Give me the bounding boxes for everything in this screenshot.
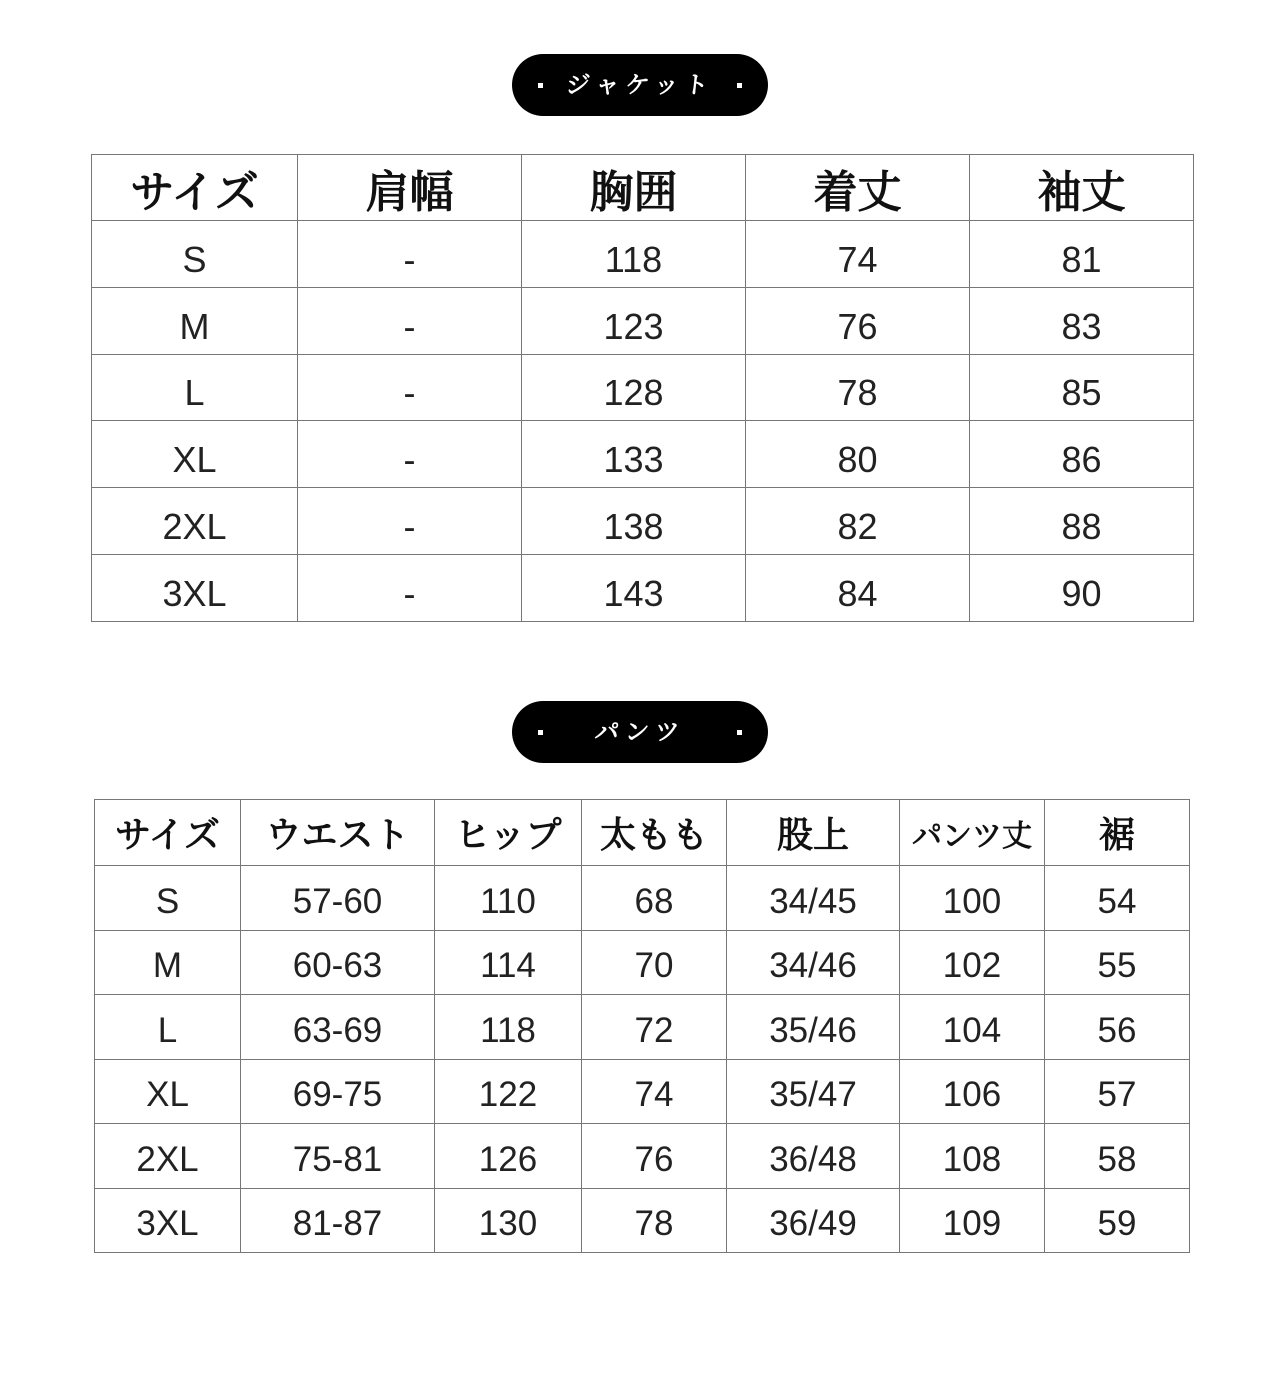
cell-value: 3XL — [162, 572, 227, 614]
table-cell — [970, 488, 1194, 555]
cell-value: 76 — [837, 305, 878, 347]
cell-value: 133 — [603, 439, 664, 481]
cell-value: 36/48 — [769, 1139, 857, 1179]
table-cell — [435, 995, 582, 1060]
cell-value: S — [155, 881, 180, 921]
cell-value: 56 — [1097, 1010, 1137, 1050]
cell-value: 100 — [942, 881, 1002, 921]
table-cell — [970, 221, 1194, 288]
column-header-sleeve: 袖丈 — [970, 155, 1194, 221]
table-cell — [298, 554, 522, 621]
table-cell — [92, 221, 298, 288]
cell-value: 81-87 — [292, 1204, 383, 1244]
cell-value: 68 — [634, 881, 674, 921]
table-header-row — [95, 800, 1190, 866]
table-cell — [95, 1059, 241, 1124]
table-cell — [582, 1059, 727, 1124]
table-cell — [1045, 995, 1190, 1060]
cell-value: - — [403, 439, 416, 481]
column-header-rise: 股上 — [727, 800, 900, 866]
cell-value: 80 — [837, 439, 878, 481]
table-row — [95, 930, 1190, 995]
table-cell — [522, 421, 746, 488]
table-cell — [435, 866, 582, 931]
table-cell — [241, 1188, 435, 1253]
table-cell — [241, 866, 435, 931]
cell-value: 72 — [634, 1010, 674, 1050]
cell-value: 81 — [1061, 238, 1102, 280]
table-cell — [970, 421, 1194, 488]
column-header-size: サイズ — [95, 800, 241, 866]
cell-value: 78 — [634, 1204, 674, 1244]
cell-value: 143 — [603, 572, 664, 614]
cell-value: 130 — [478, 1204, 538, 1244]
table-cell — [435, 1124, 582, 1189]
cell-value: 83 — [1061, 305, 1102, 347]
table-cell — [900, 866, 1045, 931]
table-cell — [746, 221, 970, 288]
column-header-thigh: 太もも — [582, 800, 727, 866]
table-cell — [900, 1124, 1045, 1189]
table-row — [92, 287, 1194, 354]
table-cell — [241, 1059, 435, 1124]
cell-value: L — [157, 1010, 178, 1050]
cell-value: - — [403, 372, 416, 414]
cell-value: 78 — [837, 372, 878, 414]
cell-value: 82 — [837, 506, 878, 548]
column-header-length: 着丈 — [746, 155, 970, 221]
table-row — [92, 354, 1194, 421]
table-cell — [1045, 1124, 1190, 1189]
cell-value: 138 — [603, 506, 664, 548]
table-cell — [92, 488, 298, 555]
cell-value: XL — [172, 439, 217, 481]
table-cell — [241, 1124, 435, 1189]
table-row — [92, 421, 1194, 488]
table-cell — [95, 930, 241, 995]
table-cell — [1045, 866, 1190, 931]
table-cell — [900, 995, 1045, 1060]
cell-value: 34/45 — [769, 881, 857, 921]
cell-value: 3XL — [136, 1204, 199, 1244]
table-cell — [241, 930, 435, 995]
cell-value: 128 — [603, 372, 664, 414]
table-row — [95, 995, 1190, 1060]
cell-value: 74 — [837, 238, 878, 280]
cell-value: 74 — [634, 1075, 674, 1115]
table-cell — [95, 995, 241, 1060]
table-cell — [900, 1059, 1045, 1124]
cell-value: 114 — [480, 946, 536, 986]
cell-value: 84 — [837, 572, 878, 614]
table-cell — [298, 354, 522, 421]
table-cell — [298, 421, 522, 488]
cell-value: 35/46 — [769, 1010, 857, 1050]
cell-value: 63-69 — [292, 1010, 383, 1050]
table-cell — [298, 221, 522, 288]
table-row — [92, 488, 1194, 555]
jacket-title-label: ジャケット — [564, 71, 716, 99]
cell-value: - — [403, 238, 416, 280]
table-cell — [92, 354, 298, 421]
cell-value: 88 — [1061, 506, 1102, 548]
cell-value: 90 — [1061, 572, 1102, 614]
cell-value: 108 — [942, 1139, 1002, 1179]
cell-value: S — [182, 238, 207, 280]
table-cell — [522, 221, 746, 288]
cell-value: 2XL — [136, 1139, 199, 1179]
bullet-dot-icon — [538, 730, 543, 735]
cell-value: 122 — [478, 1075, 538, 1115]
bullet-dot-icon — [737, 83, 742, 88]
table-cell — [435, 930, 582, 995]
cell-value: - — [403, 305, 416, 347]
table-cell — [582, 1188, 727, 1253]
table-cell — [727, 1059, 900, 1124]
table-cell — [1045, 1059, 1190, 1124]
table-cell — [727, 930, 900, 995]
cell-value: 34/46 — [769, 946, 857, 986]
cell-value: 59 — [1097, 1204, 1137, 1244]
table-row — [95, 1124, 1190, 1189]
table-cell — [970, 354, 1194, 421]
cell-value: 75-81 — [292, 1139, 383, 1179]
cell-value: 118 — [480, 1010, 536, 1050]
table-cell — [95, 866, 241, 931]
pants-section-title — [512, 701, 768, 763]
table-cell — [727, 1124, 900, 1189]
column-header-size: サイズ — [92, 155, 298, 221]
pants-title-label: パンツ — [593, 718, 687, 746]
cell-value: 118 — [604, 238, 663, 280]
table-row — [95, 866, 1190, 931]
cell-value: 86 — [1061, 439, 1102, 481]
column-header-shoulder: 肩幅 — [298, 155, 522, 221]
table-cell — [92, 554, 298, 621]
table-cell — [522, 488, 746, 555]
cell-value: 109 — [942, 1204, 1002, 1244]
cell-value: 70 — [634, 946, 674, 986]
cell-value: 110 — [480, 881, 536, 921]
jacket-section-title — [512, 54, 768, 116]
column-header-chest: 胸囲 — [522, 155, 746, 221]
cell-value: 57 — [1097, 1075, 1137, 1115]
table-cell — [522, 287, 746, 354]
cell-value: 60-63 — [292, 946, 383, 986]
table-cell — [746, 421, 970, 488]
cell-value: M — [152, 946, 183, 986]
bullet-dot-icon — [737, 730, 742, 735]
table-row — [95, 1059, 1190, 1124]
cell-value: 104 — [942, 1010, 1002, 1050]
table-cell — [746, 488, 970, 555]
table-cell — [746, 287, 970, 354]
table-cell — [298, 488, 522, 555]
pants-size-table — [94, 799, 1190, 1253]
cell-value: 58 — [1097, 1139, 1137, 1179]
table-cell — [900, 930, 1045, 995]
cell-value: M — [179, 305, 210, 347]
table-row — [95, 1188, 1190, 1253]
table-cell — [522, 354, 746, 421]
table-cell — [435, 1188, 582, 1253]
table-cell — [727, 866, 900, 931]
table-cell — [95, 1188, 241, 1253]
cell-value: 57-60 — [292, 881, 383, 921]
cell-value: 2XL — [162, 506, 227, 548]
table-header-row — [92, 155, 1194, 221]
column-header-pants-length: パンツ丈 — [900, 800, 1045, 866]
table-cell — [970, 287, 1194, 354]
column-header-waist: ウエスト — [241, 800, 435, 866]
table-cell — [92, 287, 298, 354]
table-cell — [435, 1059, 582, 1124]
cell-value: - — [403, 572, 416, 614]
cell-value: L — [184, 372, 205, 414]
table-row — [92, 554, 1194, 621]
cell-value: 126 — [478, 1139, 538, 1179]
table-cell — [95, 1124, 241, 1189]
cell-value: 76 — [634, 1139, 674, 1179]
table-cell — [582, 1124, 727, 1189]
table-cell — [970, 554, 1194, 621]
table-cell — [746, 554, 970, 621]
column-header-hem: 裾 — [1045, 800, 1190, 866]
cell-value: 102 — [942, 946, 1002, 986]
table-cell — [582, 930, 727, 995]
table-cell — [241, 995, 435, 1060]
cell-value: XL — [146, 1075, 189, 1115]
table-cell — [298, 287, 522, 354]
table-cell — [1045, 930, 1190, 995]
cell-value: 55 — [1097, 946, 1137, 986]
table-cell — [727, 1188, 900, 1253]
cell-value: 36/49 — [769, 1204, 857, 1244]
cell-value: 54 — [1097, 881, 1137, 921]
cell-value: 35/47 — [769, 1075, 857, 1115]
bullet-dot-icon — [538, 83, 543, 88]
table-cell — [92, 421, 298, 488]
table-cell — [727, 995, 900, 1060]
cell-value: 85 — [1061, 372, 1102, 414]
table-cell — [1045, 1188, 1190, 1253]
cell-value: 69-75 — [292, 1075, 383, 1115]
table-row — [92, 221, 1194, 288]
column-header-hip: ヒップ — [435, 800, 582, 866]
jacket-size-table — [91, 154, 1194, 622]
cell-value: - — [403, 506, 416, 548]
cell-value: 106 — [942, 1075, 1002, 1115]
table-cell — [582, 866, 727, 931]
table-cell — [522, 554, 746, 621]
table-cell — [900, 1188, 1045, 1253]
table-cell — [746, 354, 970, 421]
table-cell — [582, 995, 727, 1060]
cell-value: 123 — [603, 305, 664, 347]
